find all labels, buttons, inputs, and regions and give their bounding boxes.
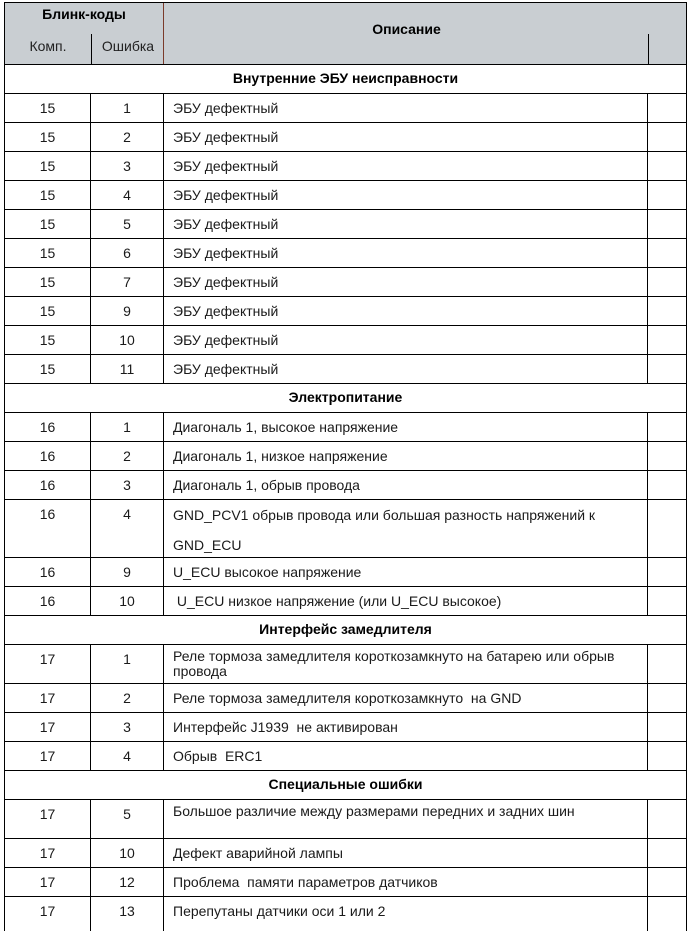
comp-cell: 17 — [5, 645, 91, 683]
comp-cell: 15 — [5, 210, 91, 238]
description-cell: ЭБУ дефектный — [164, 355, 648, 383]
table-row — [4, 181, 687, 210]
table-row — [4, 839, 687, 868]
description-cell: Диагональ 1, обрыв провода — [164, 471, 648, 499]
description-cell: Диагональ 1, высокое напряжение — [164, 413, 648, 441]
description-cell: Перепутаны датчики оси 1 или 2 — [164, 897, 648, 931]
description-cell: ЭБУ дефектный — [164, 181, 648, 209]
description-cell: ЭБУ дефектный — [164, 123, 648, 151]
table-row — [4, 210, 687, 239]
section-title: Интерфейс замедлителя — [4, 616, 687, 645]
header-divider — [648, 34, 649, 64]
error-cell: 4 — [91, 181, 164, 209]
description-cell: Диагональ 1, низкое напряжение — [164, 442, 648, 470]
error-cell: 4 — [91, 742, 164, 770]
error-cell: 1 — [91, 645, 164, 683]
error-cell: 5 — [91, 210, 164, 238]
header-divider — [91, 34, 92, 64]
description-cell: ЭБУ дефектный — [164, 94, 648, 122]
description-cell: Большое различие между размерами передних и задних шин — [164, 800, 648, 838]
comp-cell: 17 — [5, 868, 91, 896]
description-cell: U_ECU низкое напряжение (или U_ECU высокое) — [164, 587, 648, 615]
description-cell: ЭБУ дефектный — [164, 326, 648, 354]
comp-cell: 17 — [5, 742, 91, 770]
description-cell: ЭБУ дефектный — [164, 297, 648, 325]
error-cell: 7 — [91, 268, 164, 296]
table-row — [4, 742, 687, 771]
comp-cell: 17 — [5, 897, 91, 931]
comp-cell: 15 — [5, 268, 91, 296]
table-row — [4, 123, 687, 152]
comp-cell: 15 — [5, 355, 91, 383]
table-row — [4, 355, 687, 384]
error-cell: 3 — [91, 471, 164, 499]
error-cell: 3 — [91, 713, 164, 741]
table-row — [4, 713, 687, 742]
comp-cell: 16 — [5, 471, 91, 499]
empty-cell — [648, 713, 686, 741]
empty-cell — [648, 839, 686, 867]
description-cell: Реле тормоза замедлителя короткозамкнуто на GND — [164, 684, 648, 712]
error-cell: 13 — [91, 897, 164, 931]
section-title: Электропитание — [4, 384, 687, 413]
table-row — [4, 471, 687, 500]
error-cell: 2 — [91, 684, 164, 712]
comp-cell: 16 — [5, 587, 91, 615]
error-cell: 9 — [91, 297, 164, 325]
section-title: Специальные ошибки — [4, 771, 687, 800]
comp-cell: 15 — [5, 297, 91, 325]
empty-cell — [648, 297, 686, 325]
table-row — [4, 239, 687, 268]
empty-cell — [648, 587, 686, 615]
header-comp: Комп. — [29, 38, 67, 54]
header-blink-codes: Блинк-коды — [42, 6, 126, 22]
empty-cell — [648, 152, 686, 180]
table-row — [4, 897, 687, 931]
description-cell: Реле тормоза замедлителя короткозамкнуто на батарею или обрыв провода — [164, 645, 648, 683]
description-cell: ЭБУ дефектный — [164, 210, 648, 238]
error-cell: 10 — [91, 839, 164, 867]
empty-cell — [648, 442, 686, 470]
table-row — [4, 442, 687, 471]
description-cell: Интерфейс J1939 не активирован — [164, 713, 648, 741]
table-row — [4, 326, 687, 355]
error-cell: 1 — [91, 94, 164, 122]
description-cell: Дефект аварийной лампы — [164, 839, 648, 867]
empty-cell — [648, 471, 686, 499]
empty-cell — [648, 123, 686, 151]
table-row — [4, 94, 687, 123]
table-row — [4, 868, 687, 897]
comp-cell: 16 — [5, 413, 91, 441]
table-row — [4, 500, 687, 558]
error-cell: 10 — [91, 326, 164, 354]
comp-cell: 17 — [5, 800, 91, 838]
description-cell: U_ECU высокое напряжение — [164, 558, 648, 586]
header-error: Ошибка — [101, 38, 155, 54]
error-cell: 9 — [91, 558, 164, 586]
empty-cell — [648, 558, 686, 586]
empty-cell — [648, 355, 686, 383]
comp-cell: 15 — [5, 239, 91, 267]
error-cell: 5 — [91, 800, 164, 838]
comp-cell: 15 — [5, 94, 91, 122]
error-cell: 2 — [91, 123, 164, 151]
description-cell: Обрыв ERC1 — [164, 742, 648, 770]
comp-cell: 16 — [5, 558, 91, 586]
table-row — [4, 413, 687, 442]
empty-cell — [648, 94, 686, 122]
header-description: Описание — [372, 21, 441, 37]
comp-cell: 15 — [5, 181, 91, 209]
empty-cell — [648, 800, 686, 838]
description-cell: ЭБУ дефектный — [164, 152, 648, 180]
empty-cell — [648, 684, 686, 712]
error-cell: 2 — [91, 442, 164, 470]
description-cell: Проблема памяти параметров датчиков — [164, 868, 648, 896]
empty-cell — [648, 413, 686, 441]
description-cell: ЭБУ дефектный — [164, 239, 648, 267]
table-row — [4, 684, 687, 713]
empty-cell — [648, 742, 686, 770]
table-row — [4, 800, 687, 839]
table-row — [4, 297, 687, 326]
comp-cell: 17 — [5, 839, 91, 867]
error-cell: 10 — [91, 587, 164, 615]
error-cell: 1 — [91, 413, 164, 441]
error-cell: 4 — [91, 500, 164, 557]
empty-cell — [648, 500, 686, 557]
empty-cell — [648, 868, 686, 896]
error-cell: 6 — [91, 239, 164, 267]
empty-cell — [648, 897, 686, 931]
section-title: Внутренние ЭБУ неисправности — [4, 65, 687, 94]
table-row — [4, 152, 687, 181]
empty-cell — [648, 210, 686, 238]
comp-cell: 15 — [5, 152, 91, 180]
comp-cell: 15 — [5, 123, 91, 151]
empty-cell — [648, 268, 686, 296]
error-cell: 12 — [91, 868, 164, 896]
table-row — [4, 268, 687, 297]
empty-cell — [648, 645, 686, 683]
table-header — [4, 2, 687, 65]
comp-cell: 17 — [5, 713, 91, 741]
comp-cell: 17 — [5, 684, 91, 712]
empty-cell — [648, 181, 686, 209]
blink-code-table — [4, 2, 687, 931]
comp-cell: 16 — [5, 500, 91, 557]
error-cell: 3 — [91, 152, 164, 180]
comp-cell: 16 — [5, 442, 91, 470]
description-cell: GND_PCV1 обрыв провода или большая разность напряжений к GND_ECU — [164, 500, 648, 557]
table-row — [4, 587, 687, 616]
comp-cell: 15 — [5, 326, 91, 354]
empty-cell — [648, 239, 686, 267]
description-cell: ЭБУ дефектный — [164, 268, 648, 296]
table-row — [4, 558, 687, 587]
empty-cell — [648, 326, 686, 354]
table-row — [4, 645, 687, 684]
error-cell: 11 — [91, 355, 164, 383]
